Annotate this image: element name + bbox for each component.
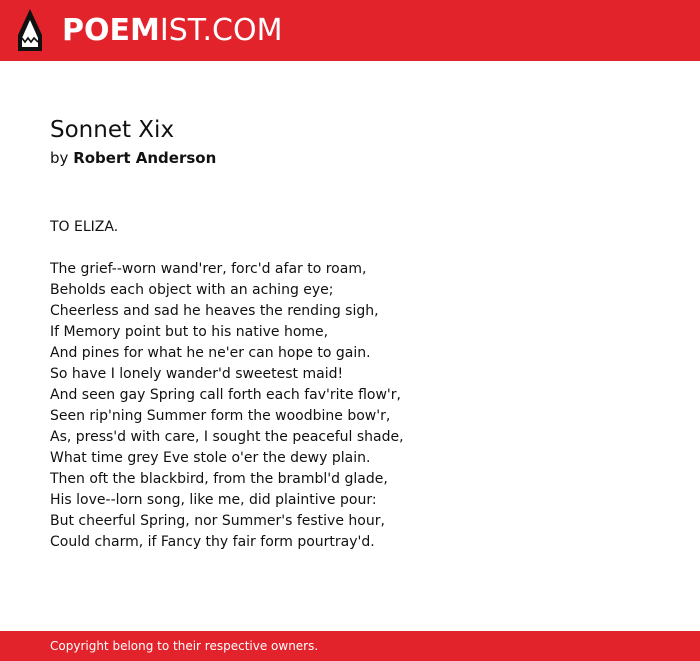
poem-dedication: TO ELIZA.	[50, 219, 119, 235]
poem-line: Beholds each object with an aching eye;	[50, 282, 334, 298]
poem-line: Then oft the blackbird, from the brambl'd glade,	[50, 471, 388, 487]
poem-line: What time grey Eve stole o'er the dewy plain.	[50, 450, 371, 466]
poem-content	[50, 113, 650, 553]
author-name: Robert Anderson	[73, 149, 217, 167]
logo-bold-text: POEM	[62, 13, 160, 48]
poem-line: If Memory point but to his native home,	[50, 324, 329, 340]
poem-line: His love--lorn song, like me, did plaintive pour:	[50, 492, 377, 508]
logo-light-text: IST.COM	[159, 13, 283, 48]
poem-line: The grief--worn wand'rer, forc'd afar to roam,	[50, 261, 367, 277]
site-footer	[0, 631, 700, 661]
byline-prefix: by	[50, 149, 69, 167]
poem-title: Sonnet Xix	[50, 117, 175, 143]
poem-line: And seen gay Spring call forth each fav'rite flow'r,	[50, 387, 401, 403]
poem-line: But cheerful Spring, nor Summer's festive hour,	[50, 513, 385, 529]
pencil-icon[interactable]	[18, 9, 42, 51]
site-header	[0, 0, 700, 61]
poem-line: And pines for what he ne'er can hope to gain.	[50, 345, 371, 361]
poem-body	[50, 259, 650, 553]
poem-line: As, press'd with care, I sought the peaceful shade,	[50, 429, 404, 445]
copyright-text: Copyright belong to their respective owners.	[50, 639, 319, 653]
site-logo[interactable]	[62, 11, 282, 51]
poem-line: Cheerless and sad he heaves the rending sigh,	[50, 303, 379, 319]
poem-byline	[50, 147, 650, 169]
poem-line: Could charm, if Fancy thy fair form pourtray'd.	[50, 534, 375, 550]
poem-line: So have I lonely wander'd sweetest maid!	[50, 366, 344, 382]
poem-line: Seen rip'ning Summer form the woodbine bow'r,	[50, 408, 391, 424]
